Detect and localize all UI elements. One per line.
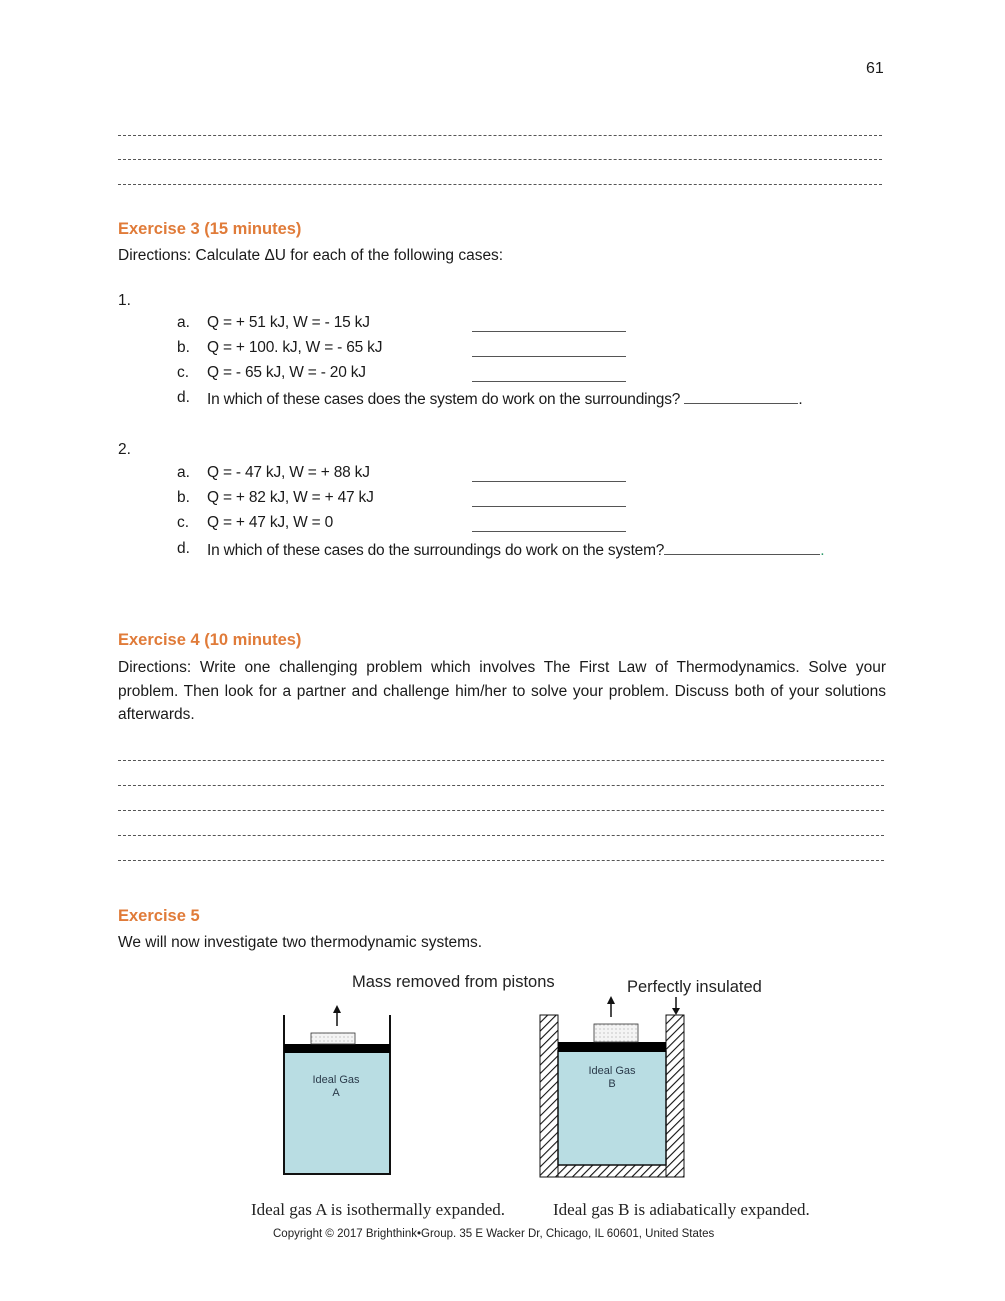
gas-b-line1: Ideal Gas [588,1065,636,1077]
answer-line[interactable] [118,135,882,136]
answer-line[interactable] [118,785,884,786]
gas-b-line2: B [608,1078,616,1090]
item-letter: c. [177,364,190,381]
answer-blank[interactable] [472,481,626,482]
group-2-number: 2. [118,441,131,458]
answer-blank[interactable] [472,531,626,532]
item-text: Q = + 47 kJ, W = 0 [207,514,334,531]
item-letter: d. [177,540,190,557]
exercise-3-title: Exercise 3 (15 minutes) [118,220,302,238]
item-letter: a. [177,464,190,481]
caption-gas-a: Ideal gas A is isothermally expanded. [251,1200,505,1219]
answer-blank[interactable] [472,381,626,382]
answer-line[interactable] [118,860,884,861]
label-mass-removed: Mass removed from pistons [352,973,555,991]
question-d-row [207,389,802,409]
arrow-up-icon [607,996,615,1017]
trailing-period: . [820,542,825,559]
answer-line[interactable] [118,835,884,836]
item-letter: a. [177,314,190,331]
item-text: Q = + 82 kJ, W = + 47 kJ [207,489,374,506]
item-text: Q = + 100. kJ, W = - 65 kJ [207,339,383,356]
answer-line[interactable] [118,184,882,185]
item-text: Q = - 47 kJ, W = + 88 kJ [207,464,370,481]
item-letter: b. [177,339,190,356]
question-d-row [207,540,824,560]
group-1-number: 1. [118,292,131,309]
caption-gas-b: Ideal gas B is adiabatically expanded. [553,1200,810,1219]
answer-blank[interactable] [664,540,820,555]
exercise-4-directions: Directions: Write one challenging problem which involves The First Law of Thermodynamics. Solve your problem. Then look for a partner and challenge him/her to solve your problem. Discuss both of your solutions afterwards. [118,659,886,723]
item-text: Q = - 65 kJ, W = - 20 kJ [207,364,366,381]
exercise-5-intro: We will now investigate two thermodynamic systems. [118,934,483,951]
item-letter: d. [177,389,190,406]
exercise-3-directions: Directions: Calculate ΔU for each of the following cases: [118,247,504,264]
exercise-5-title: Exercise 5 [118,907,200,925]
answer-blank[interactable] [472,356,626,357]
arrow-down-icon [672,997,680,1015]
exercise-4-title: Exercise 4 (10 minutes) [118,631,302,649]
item-text: In which of these cases does the system do work on the surroundings? [207,391,681,408]
item-letter: c. [177,514,190,531]
page-number: 61 [866,60,884,77]
copyright-footer: Copyright © 2017 Brighthink•Group. 35 E Wacker Dr, Chicago, IL 60601, United States [273,1228,715,1240]
answer-blank[interactable] [472,331,626,332]
trailing-period: . [798,391,803,408]
answer-blank[interactable] [472,506,626,507]
item-text: In which of these cases do the surroundings do work on the system? [207,542,665,559]
answer-blank[interactable] [684,389,798,404]
gas-a-line2: A [332,1087,340,1099]
label-perfectly-insulated: Perfectly insulated [627,978,762,996]
item-text: Q = + 51 kJ, W = - 15 kJ [207,314,370,331]
gas-b-label [572,1065,652,1091]
answer-line[interactable] [118,760,884,761]
answer-line[interactable] [118,159,882,160]
gas-a-label [296,1074,376,1100]
gas-a-line1: Ideal Gas [312,1074,360,1086]
item-letter: b. [177,489,190,506]
answer-line[interactable] [118,810,884,811]
arrow-up-icon [333,1005,341,1026]
